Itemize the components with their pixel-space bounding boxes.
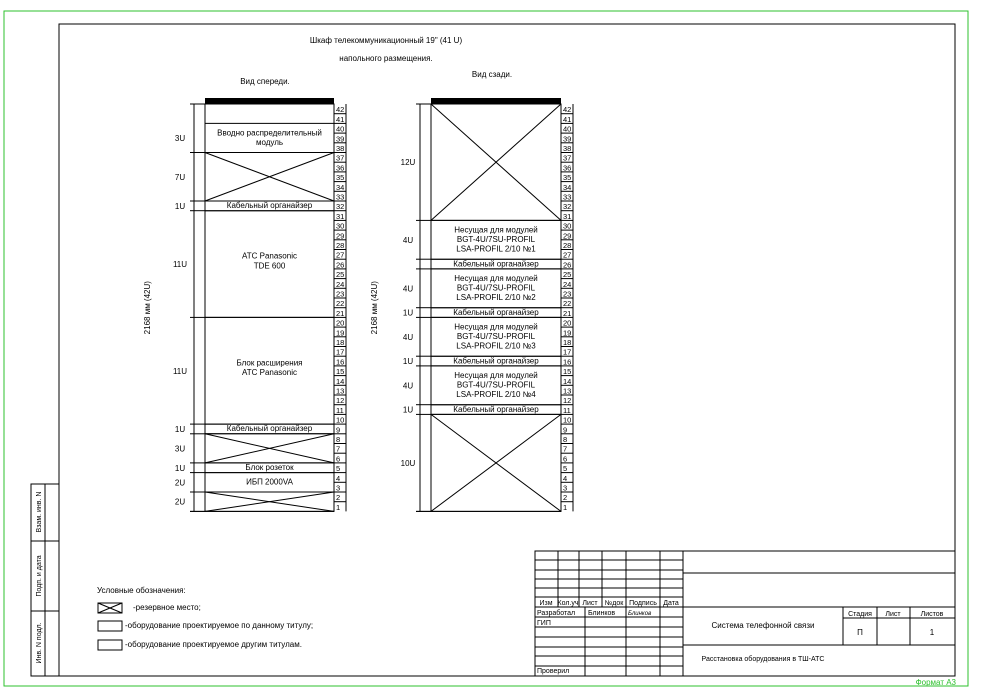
rear-block-label: Несущая для модулей xyxy=(454,225,538,235)
rear-block-size-label: 1U xyxy=(402,308,414,318)
signature-developer: Блинков xyxy=(628,611,652,617)
rear-block-label: BGT-4U/7SU-PROFIL xyxy=(456,332,536,341)
front-block-size-label: 3U xyxy=(174,133,186,143)
front-block-label: Кабельный органайзер xyxy=(226,424,313,434)
rear-rack-top-bar xyxy=(431,98,561,104)
front-block-size-label: 7U xyxy=(174,172,186,182)
rear-block-label: Кабельный органайзер xyxy=(453,259,539,269)
stage-header: Стадия xyxy=(848,611,872,618)
rear-block-label: Несущая для модулей xyxy=(454,370,538,380)
rear-unit-number: 28 xyxy=(563,241,572,250)
front-unit-number: 36 xyxy=(336,163,345,173)
front-unit-number: 6 xyxy=(336,454,341,464)
rear-unit-number: 32 xyxy=(563,202,572,212)
rear-unit-number: 11 xyxy=(563,405,571,415)
lists-header: Листов xyxy=(920,611,944,618)
front-unit-number: 42 xyxy=(336,105,345,115)
front-unit-number: 18 xyxy=(336,338,345,347)
rear-unit-number: 36 xyxy=(563,163,572,173)
rear-unit-number: 16 xyxy=(563,357,572,367)
rear-block-size-label: 12U xyxy=(400,158,416,168)
front-unit-number: 12 xyxy=(336,396,345,406)
front-block-label: АТС Panasonic xyxy=(242,251,297,261)
front-unit-number: 39 xyxy=(336,134,345,144)
front-heading: Вид спереди. xyxy=(240,77,290,86)
rear-unit-number: 15 xyxy=(563,367,572,377)
front-unit-number: 37 xyxy=(336,153,345,163)
rear-unit-number: 22 xyxy=(563,299,572,309)
format-label: Формат А3 xyxy=(915,678,956,687)
front-height-label: 2168 мм (42U) xyxy=(143,281,152,335)
rear-unit-number: 25 xyxy=(563,270,572,280)
rear-block-label: BGT-4U/7SU-PROFIL xyxy=(456,380,536,390)
rear-unit-number: 13 xyxy=(563,386,572,396)
legend-this-title-symbol xyxy=(98,621,122,631)
system-name: Система телефонной связи xyxy=(711,621,815,630)
rear-block-label: Кабельный органайзер xyxy=(453,307,539,317)
rear-unit-number: 18 xyxy=(563,338,572,347)
role-developer: Разработал xyxy=(537,610,576,617)
title-line-1: Шкаф телекоммуникационный 19" (41 U) xyxy=(309,36,463,45)
role-checked: Проверил xyxy=(537,668,570,675)
sheet-name: Расстановка оборудования в ТШ-АТС xyxy=(701,656,825,663)
rear-block-label: Кабельный органайзер xyxy=(453,404,539,414)
front-unit-number: 27 xyxy=(336,250,345,260)
rear-block-label: LSA-PROFIL 2/10 №3 xyxy=(456,341,536,351)
rear-block-label: Несущая для модулей xyxy=(454,322,538,332)
front-block-label: Блок расширения xyxy=(236,358,303,368)
front-unit-number: 17 xyxy=(336,347,345,357)
rear-unit-number: 6 xyxy=(563,454,568,464)
rear-unit-number: 7 xyxy=(563,444,568,454)
rear-unit-number: 26 xyxy=(563,260,572,270)
rear-unit-number: 5 xyxy=(563,464,568,474)
rear-block-label: LSA-PROFIL 2/10 №1 xyxy=(456,244,536,254)
front-unit-number: 31 xyxy=(336,211,345,221)
front-unit-number: 21 xyxy=(336,308,345,318)
front-unit-number: 10 xyxy=(336,415,345,425)
rear-block-size-label: 4U xyxy=(402,235,414,245)
legend-reserve-label: -резервное место; xyxy=(133,603,201,612)
front-block-label: Вводно распределительный xyxy=(217,128,322,138)
stage-value: П xyxy=(857,628,863,637)
role-gip: ГИП xyxy=(537,620,551,627)
front-rack xyxy=(143,98,346,512)
front-block-label: модуль xyxy=(255,137,284,147)
front-unit-number: 2 xyxy=(336,493,341,503)
front-unit-number: 23 xyxy=(336,289,345,299)
rear-unit-number: 42 xyxy=(563,105,572,115)
front-unit-number: 3 xyxy=(336,483,341,493)
list-header: Лист xyxy=(885,611,901,618)
rear-unit-number: 10 xyxy=(563,415,572,425)
front-rack-top-bar xyxy=(205,98,334,104)
rear-unit-number: 9 xyxy=(563,425,568,435)
front-unit-number: 13 xyxy=(336,386,345,396)
rear-block-size-label: 4U xyxy=(402,381,414,391)
front-unit-number: 26 xyxy=(336,260,345,270)
front-block-size-label: 1U xyxy=(174,463,186,473)
front-unit-number: 41 xyxy=(336,114,345,124)
front-block-size-label: 11U xyxy=(172,260,188,270)
rear-unit-number: 12 xyxy=(563,396,572,406)
rear-block-size-label: 10U xyxy=(400,458,416,468)
front-unit-number: 5 xyxy=(336,464,341,474)
front-unit-number: 9 xyxy=(336,425,341,435)
front-block-label: АТС Panasonic xyxy=(242,368,297,377)
stamp-replace-inv: Взам. инв. N xyxy=(36,491,43,533)
front-block-size-label: 1U xyxy=(174,424,186,434)
legend-this-title-label: -оборудование проектируемое по данному титулу; xyxy=(125,621,314,630)
rear-block-label: BGT-4U/7SU-PROFIL xyxy=(456,235,536,244)
rear-unit-number: 27 xyxy=(563,250,572,260)
rear-block-size-label: 1U xyxy=(402,405,414,415)
rear-unit-number: 4 xyxy=(563,473,568,483)
stamp-inv-orig: Инв. N подл. xyxy=(36,622,43,664)
rear-unit-number: 41 xyxy=(563,114,572,124)
front-block-size-label: 3U xyxy=(174,444,186,454)
rear-block-label: LSA-PROFIL 2/10 №4 xyxy=(456,390,536,400)
rear-unit-number: 33 xyxy=(563,192,572,202)
front-unit-number: 4 xyxy=(336,473,341,483)
rear-rack xyxy=(370,98,573,512)
rear-heading: Вид сзади. xyxy=(471,70,513,79)
front-block-size-label: 1U xyxy=(174,201,186,211)
rear-height-label: 2168 мм (42U) xyxy=(370,281,379,335)
rear-unit-number: 31 xyxy=(563,211,572,221)
front-block-label: Блок розеток xyxy=(245,462,294,472)
rear-unit-number: 29 xyxy=(563,231,572,241)
rear-unit-number: 8 xyxy=(563,435,568,444)
col-podpis: Подпись xyxy=(629,600,657,607)
col-data: Дата xyxy=(663,600,679,607)
col-kol-uch: Кол.уч xyxy=(557,600,579,607)
rear-block-size-label: 1U xyxy=(402,357,414,367)
title-line-2: напольного размещения. xyxy=(339,54,433,63)
front-unit-number: 1 xyxy=(336,502,341,512)
front-rack-body xyxy=(205,104,334,511)
rear-unit-number: 35 xyxy=(563,173,572,183)
front-unit-number: 35 xyxy=(336,173,345,183)
front-unit-number: 20 xyxy=(336,318,345,328)
col-ndok: №док xyxy=(604,600,624,607)
front-unit-number: 25 xyxy=(336,270,345,280)
rear-unit-number: 24 xyxy=(563,279,572,289)
front-unit-number: 11 xyxy=(336,405,344,415)
front-block-size-label: 2U xyxy=(174,497,186,507)
rear-unit-number: 21 xyxy=(563,308,572,318)
front-unit-number: 32 xyxy=(336,202,345,212)
rear-unit-number: 17 xyxy=(563,347,572,357)
front-block-size-label: 11U xyxy=(172,366,188,376)
front-unit-number: 16 xyxy=(336,357,345,367)
front-unit-number: 24 xyxy=(336,279,345,289)
legend-other-title-symbol xyxy=(98,640,122,650)
rear-unit-number: 2 xyxy=(563,493,568,503)
rear-unit-number: 30 xyxy=(563,221,572,231)
rear-block-label: BGT-4U/7SU-PROFIL xyxy=(456,283,536,293)
front-block-label: ИБП 2000VA xyxy=(246,477,293,487)
front-unit-number: 33 xyxy=(336,192,345,202)
legend-reserve-symbol xyxy=(98,603,122,613)
rear-block-size-label: 4U xyxy=(402,332,414,342)
rear-unit-number: 14 xyxy=(563,376,572,386)
front-unit-number: 30 xyxy=(336,221,345,231)
rear-unit-number: 1 xyxy=(563,502,568,512)
legend-heading: Условные обозначения: xyxy=(97,586,186,595)
col-izm: Изм xyxy=(539,600,553,607)
front-unit-number: 29 xyxy=(336,231,345,241)
rear-unit-number: 19 xyxy=(563,328,572,338)
lists-value: 1 xyxy=(929,628,935,637)
rear-block-label: LSA-PROFIL 2/10 №2 xyxy=(456,293,536,303)
rear-block-label: Кабельный органайзер xyxy=(453,356,539,366)
rear-unit-number: 23 xyxy=(563,289,572,299)
front-unit-number: 14 xyxy=(336,376,345,386)
stamp-sign-date: Подп. и дата xyxy=(36,555,43,597)
front-unit-number: 7 xyxy=(336,444,341,454)
rear-unit-number: 38 xyxy=(563,144,572,153)
front-unit-number: 8 xyxy=(336,435,341,444)
front-unit-number: 15 xyxy=(336,367,345,377)
rear-unit-number: 39 xyxy=(563,134,572,144)
front-unit-number: 40 xyxy=(336,124,345,134)
front-unit-number: 28 xyxy=(336,241,345,250)
col-list: Лист xyxy=(582,600,598,607)
front-unit-number: 19 xyxy=(336,328,345,338)
front-unit-number: 38 xyxy=(336,144,345,153)
rear-block-size-label: 4U xyxy=(402,284,414,294)
rear-block-label: Несущая для модулей xyxy=(454,273,538,283)
rear-unit-number: 34 xyxy=(563,182,572,192)
front-unit-number: 22 xyxy=(336,299,345,309)
front-block-size-label: 2U xyxy=(174,478,186,488)
name-developer: Блинков xyxy=(588,610,616,617)
legend-other-title-label: -оборудование проектируемое другим титулам. xyxy=(125,640,302,649)
front-block-label: TDE 600 xyxy=(253,261,286,271)
rear-unit-number: 40 xyxy=(563,124,572,134)
front-unit-number: 34 xyxy=(336,182,345,192)
rear-unit-number: 37 xyxy=(563,153,572,163)
rear-unit-number: 3 xyxy=(563,483,568,493)
front-block-label: Кабельный органайзер xyxy=(226,201,313,211)
rear-unit-number: 20 xyxy=(563,318,572,328)
